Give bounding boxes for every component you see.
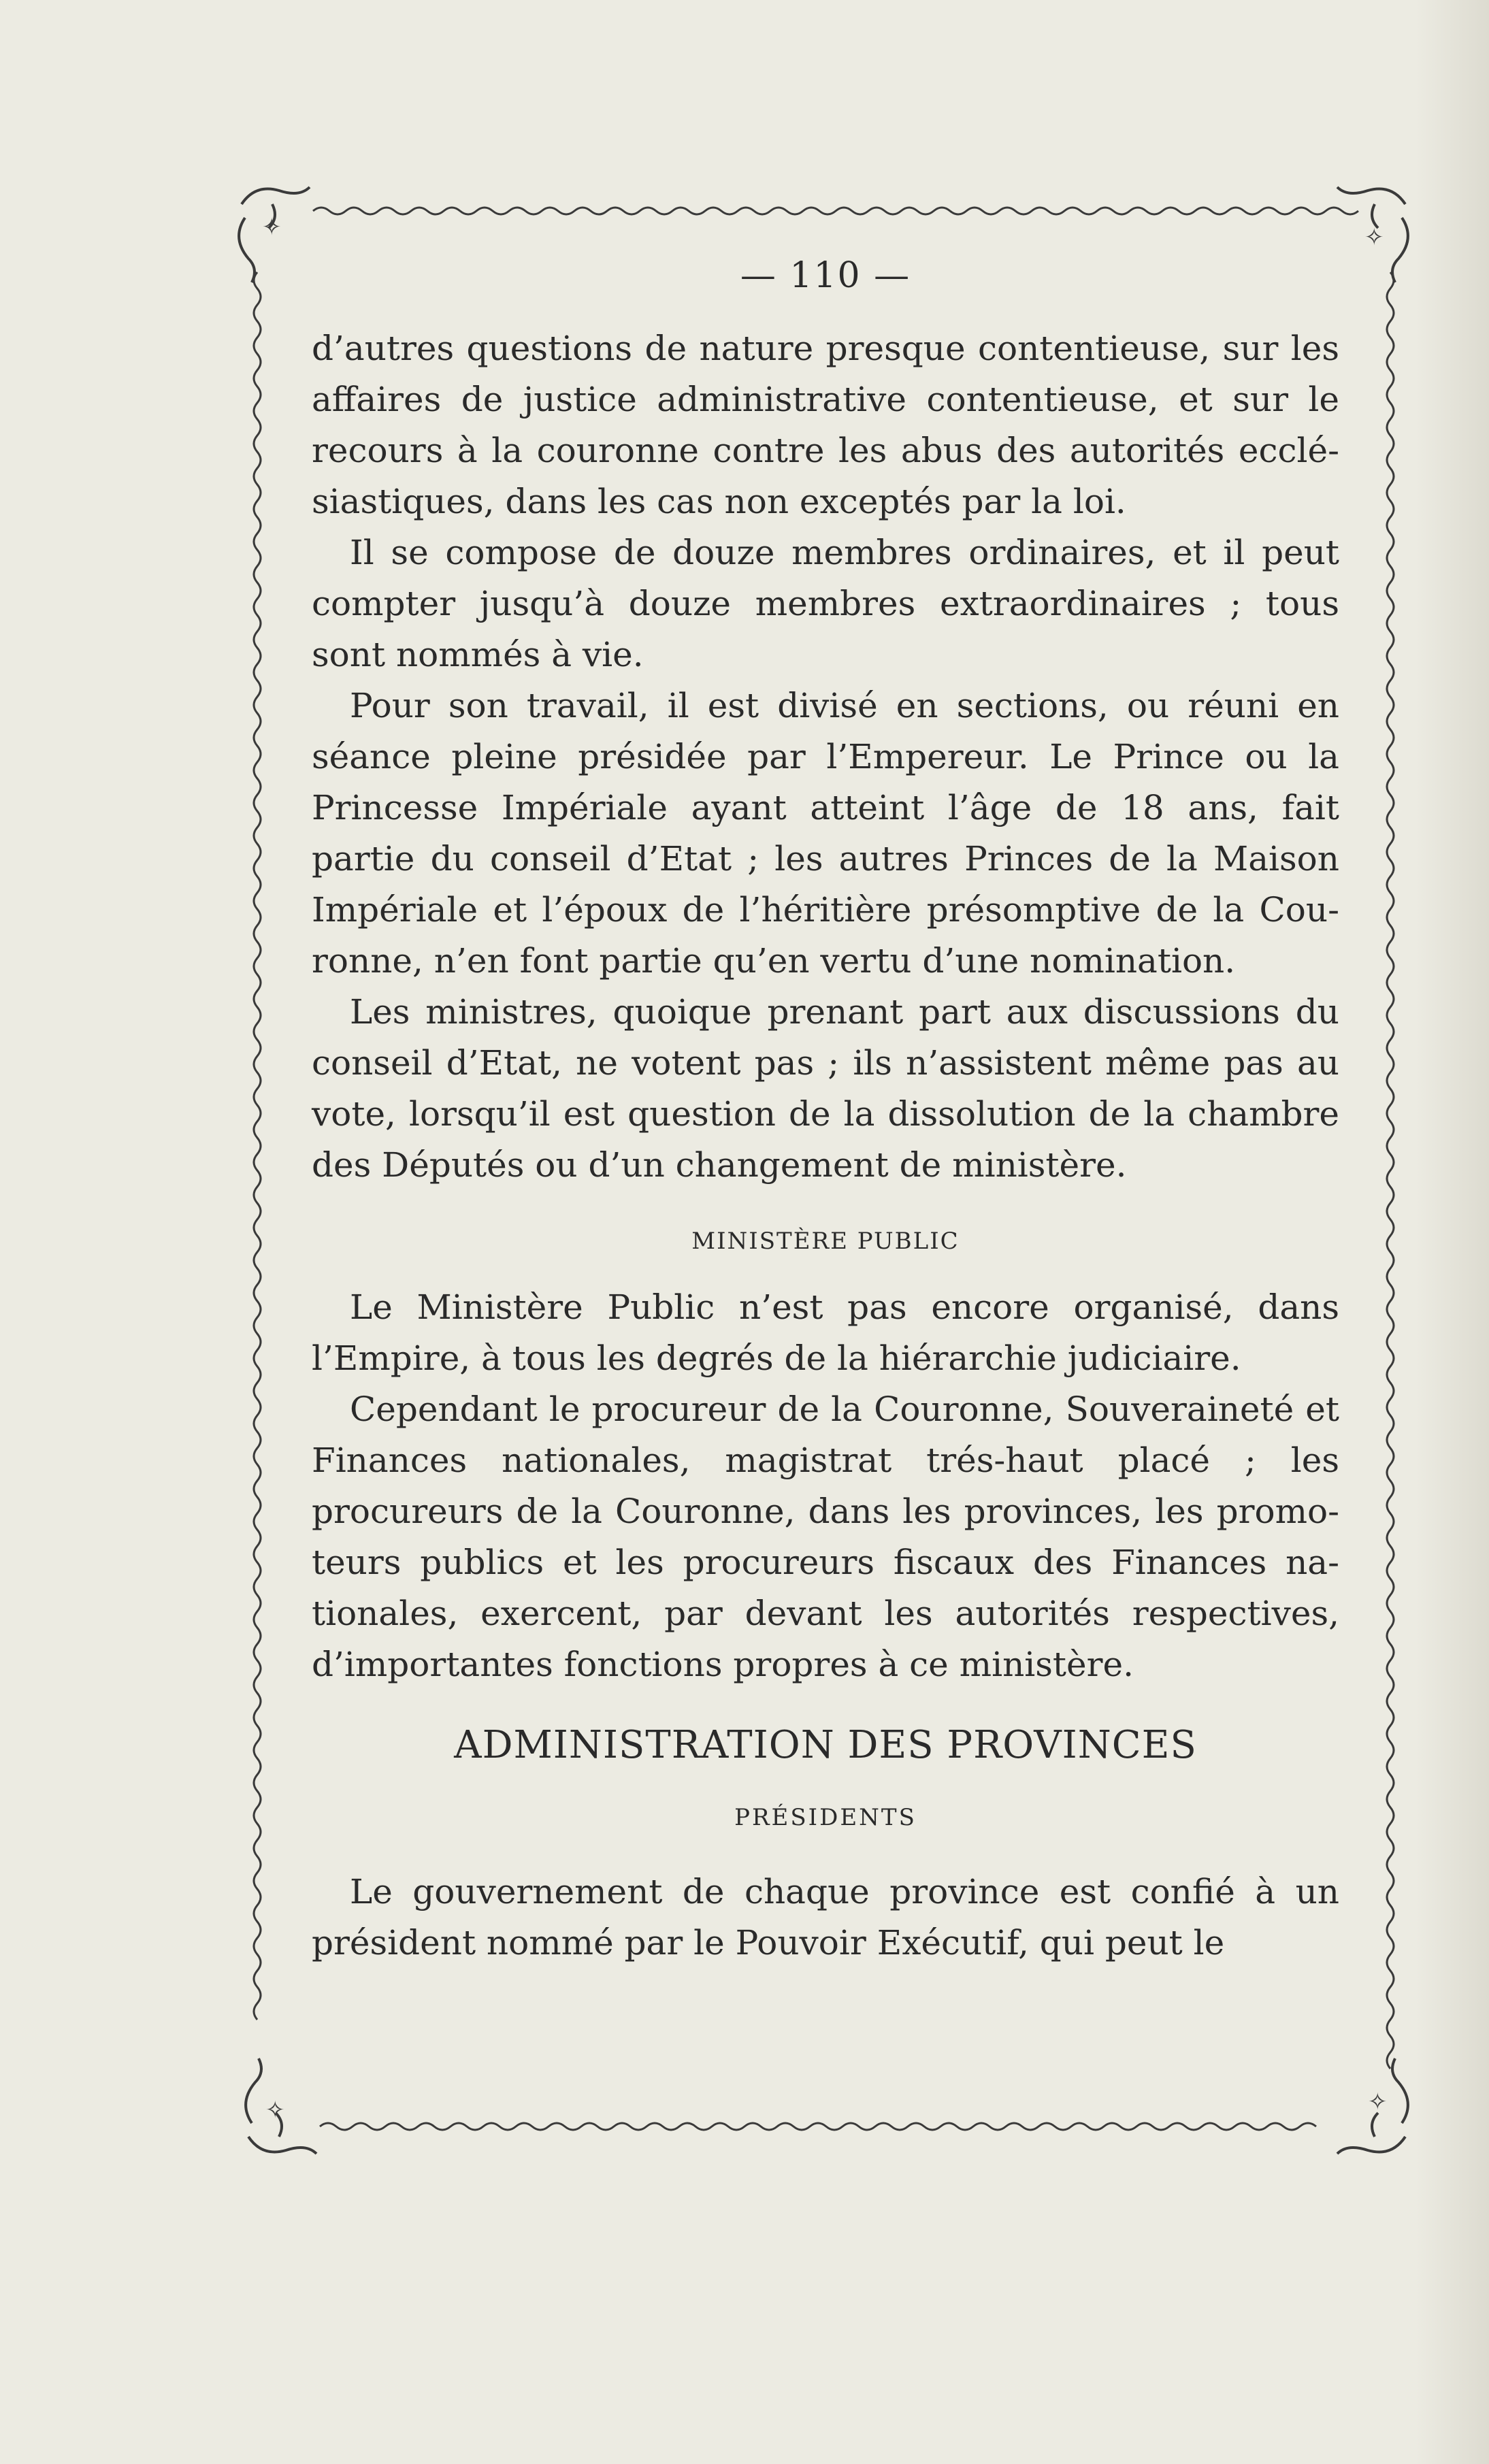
page-number: — 110 — [740, 255, 911, 296]
border-top-line [313, 208, 1358, 214]
paragraph-work-sections: Pour son travail, il est divisé en sections, ou réuni en séance pleine présidée par l’Empereur. Le Prince ou la Princesse Impériale ayant atteint l’âge de 18 ans, fait partie du conseil d’Etat ; les autres Princes de la Maison Impériale et l’époux de l’héritière présomptive de la Couronne, n’en font partie qu’en vertu d’une nomination. [312, 686, 1339, 981]
paragraph-procureurs: Cependant le procureur de la Couronne, Souveraineté et Finances nationales, magistrat trés-haut placé ; les procureurs de la Couronne, dans les provinces, les promoteurs publics et les procureurs fiscaux des Finances nationales, exercent, par devant les autorités respectives, d’importantes fonctions propres à ce ministère. [312, 1390, 1339, 1684]
paragraph-continuation: d’autres questions de nature presque contentieuse, sur les affaires de justice administrative contentieuse, et sur le recours à la couronne contre les abus des autorités ecclésiastiques, dans les cas non exceptés par la loi. [312, 329, 1339, 521]
svg-text:✧: ✧ [265, 2097, 285, 2124]
section-heading-ministere-public: MINISTÈRE PUBLIC [691, 1228, 960, 1255]
major-heading-provinces: ADMINISTRATION DES PROVINCES [454, 1723, 1197, 1767]
paragraph-composition: Il se compose de douze membres ordinaires, et il peut compter jusqu’à douze membres extraordinaires ; tous sont nommés à vie. [312, 533, 1339, 674]
border-left-line [254, 272, 261, 2020]
svg-text:✧: ✧ [1364, 224, 1384, 251]
corner-flourish-top-right [1337, 187, 1408, 282]
paragraph-ministere-public: Le Ministère Public n’est pas encore organisé, dans l’Empire, à tous les degrés de la hiérarchie judiciaire. [312, 1287, 1339, 1378]
svg-text:✧: ✧ [1368, 2088, 1388, 2116]
svg-text:✧: ✧ [262, 214, 282, 241]
page-content [312, 255, 1339, 1969]
corner-flourish-bottom-right [1337, 2058, 1408, 2154]
paragraph-gouvernement: Le gouvernement de chaque province est confié à un président nommé par le Pouvoir Exécutif, qui peut le [312, 1872, 1339, 1962]
paragraph-ministers: Les ministres, quoique prenant part aux discussions du conseil d’Etat, ne votent pas ; ils n’assistent même pas au vote, lorsqu’il est question de la dissolution de la chambre des Députés ou d’un changement de ministère. [312, 992, 1339, 1185]
corner-flourish-top-left [239, 187, 310, 282]
border-right-line [1387, 272, 1394, 2069]
border-bottom-line [320, 2123, 1316, 2130]
corner-flourish-bottom-left [246, 2058, 316, 2154]
sub-heading-presidents: PRÉSIDENTS [734, 1804, 917, 1831]
